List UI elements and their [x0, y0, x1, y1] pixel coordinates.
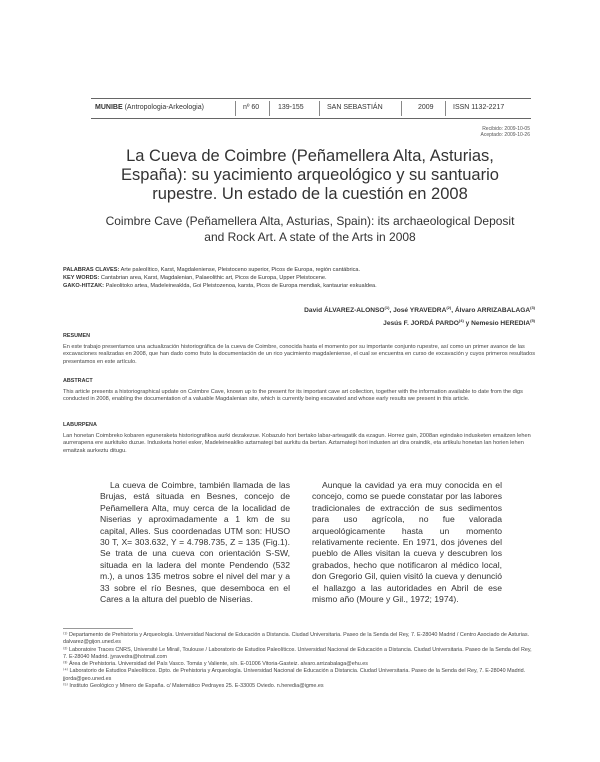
- footnote-3: ⁽³⁾ Área de Prehistoria. Universidad del País Vasco. Tomás y Valiente, s/n. E-01006 Vitoria-Gasteiz. alvaro.arrizabalaga@ehu.es: [63, 661, 368, 668]
- journal-name: MUNIBE (Antropologia-Arkeologia): [95, 104, 204, 111]
- issue-number: nº 60: [243, 104, 260, 111]
- keywords-es: PALABRAS CLAVES: Arte paleolítico, Karst, Magdaleniense, Pleistoceno superior, Picos de Europa, región cantábrica.: [63, 267, 361, 273]
- header-separator: [319, 101, 320, 116]
- issn: ISSN 1132-2217: [453, 104, 505, 111]
- resumen-section: [63, 333, 543, 366]
- laburpena-text: Lan honetan Coimbreko kobaren eguneraketa historiografikoa aurki dezakezue. Kobazulo hori bertako labar-arteagatik da ezagun. Horrez gain, 2008an egindako indusketen emaitzen lehen aurrerapena ere aurkituko duzue. Indusketa horiei esker, Madeleineaklko aztarnategi bat aurkitu da bertan. Aztarnategi hori industen ari dira oraindik, eta artikulu honetan lan horien lehen emaitzak aurkeztu ditugu.: [63, 432, 531, 454]
- body-paragraph: Aunque la cavidad ya era muy conocida en el concejo, como se puede constatar por las labores tradicionales de extracción de sus sedimentos para uso agrícola, no fue valorada arqueológicamente hasta un momento relativamente reciente. En 1971, dos jóvenes del pueblo de Alles visitan la cueva y descubren los grabados, hecho que notificaron al médico local, don Gregorio Gil, quien visitó la cueva y denunció el hallazgo a las autoridades en Abril de ese mismo año (Moure y Gil., 1972; 1974).: [312, 480, 502, 605]
- header-separator: [401, 101, 402, 116]
- authors-line-1: David ÁLVAREZ-ALONSO$^{(1)}$, José YRAVEDRA$^{(2)}$, Álvaro ARRIZABALAGA$^{(3)}$: [304, 305, 535, 315]
- submission-dates: [481, 126, 530, 138]
- body-column-right: [312, 480, 502, 605]
- resumen-text: En este trabajo presentamos una actualización historiográfica de la cueva de Coimbre, conocida hasta el momento por su importante conjunto rupestre, así como un primer avance de las excavaciones realizadas en 2008, que han dado como fruto la documentación de un rico yacimiento magdaleniense, el cual se encuentra en curso de excavación y cuyos primeros resultados presentamos en este artículo.: [63, 343, 536, 365]
- received-date: Recibido: 2009-10-05: [482, 126, 530, 132]
- title-english: Coimbre Cave (Peñamellera Alta, Asturias, Spain): its archaeological Deposit and Rock Art. A state of the Arts in 2008: [105, 214, 515, 244]
- laburpena-heading: LABURPENA: [63, 422, 97, 428]
- keywords-eu: GAKO-HITZAK: Paleolitoko artea, Madeleineaklda, Goi Pleistozenoa, karsta, Picos de Europa mendiak, kantauriar eskualdea.: [63, 283, 377, 289]
- author-list: [304, 303, 535, 329]
- footnote-5: ⁽⁵⁾ Instituto Geológico y Minero de España. c/ Matemático Pedrayes 25. E-33005 Oviedo. n.heredia@igme.es: [63, 683, 324, 690]
- header-separator: [235, 101, 236, 116]
- footnote-4: ⁽⁴⁾ Laboratorio de Estudios Paleolíticos. Dpto. de Prehistoria y Arqueología. Universidad Nacional de Educación a Distancia. Ciudad Universitaria. Paseo de la Senda del Rey, 7. E-28040 Madrid. jjorda@geo.uned.es: [63, 668, 526, 682]
- publication-place: SAN SEBASTIÁN: [327, 104, 383, 111]
- title-spanish: La Cueva de Coimbre (Peñamellera Alta, Asturias, España): su yacimiento arqueológico y su santuario rupestre. Un estado de la cuestión en 2008: [121, 147, 499, 203]
- footnote-rule: [63, 628, 133, 629]
- abstract-text: This article presents a historiographical update on Coimbre Cave, known up to the present for its important cave art collection, together with the information available to date from the digs conducted in 2008, enabling the documentation of a valuable Magdalenian site, which is currently being excavated and whose early results we present in this article.: [63, 388, 523, 403]
- accepted-date: Aceptado: 2009-10-26: [480, 132, 530, 138]
- resumen-heading: RESUMEN: [63, 333, 90, 339]
- publication-year: 2009: [418, 104, 434, 111]
- keywords-block: [63, 266, 543, 290]
- footnotes: [63, 632, 533, 690]
- page-range: 139-155: [278, 104, 304, 111]
- header-separator: [269, 101, 270, 116]
- abstract-heading: ABSTRACT: [63, 378, 93, 384]
- keywords-en: KEY WORDS: Cantabrian area, Karst, Magdalenian, Palaeolithic art, Picos de Europa, Upper Pleistocene.: [63, 275, 327, 281]
- header-separator: [445, 101, 446, 116]
- footnote-1: ⁽¹⁾ Departamento de Prehistoria y Arqueología. Universidad Nacional de Educación a Distancia. Ciudad Universitaria. Paseo de la Senda del Rey, 7. E-28040 Madrid / Centro Asociado de Asturias. dalvarez@gijon.uned.es: [63, 632, 530, 646]
- body-column-left: [100, 480, 290, 605]
- footnote-2: ⁽²⁾ Laboratoire Traces CNRS, Université Le Mirail, Toulouse / Laboratorio de Estudios Paleolíticos. Universidad Nacional de Educación a Distancia. Ciudad Universitaria. Paseo de la Senda del Rey, 7. E-28040 Madrid. jyravedra@hotmail.com: [63, 646, 532, 660]
- body-paragraph: La cueva de Coimbre, también llamada de las Brujas, está situada en Besnes, concejo de Peñamellera Alta, muy cerca de la localidad de Niserias y aproximadamente a 1 km de su capital, Alles. Sus coordenadas UTM son: HUSO 30 T, X= 303.632, Y = 4.798.735, Z = 135 (Fig.1). Se trata de una cueva con orientación S-SW, situada en la ladera del monte Pendendo (532 m.), a unos 135 metros sobre el nivel del mar y a 33 sobre el río Besnes, que desemboca en el Cares a la altura del pueblo de Niserias.: [100, 480, 290, 605]
- laburpena-section: [63, 422, 543, 455]
- journal-header-bar: [91, 98, 531, 119]
- abstract-section: [63, 378, 543, 404]
- authors-line-2: Jesús F. JORDÁ PARDO$^{(4)}$ y Nemesio HEREDIA$^{(5)}$: [383, 318, 535, 328]
